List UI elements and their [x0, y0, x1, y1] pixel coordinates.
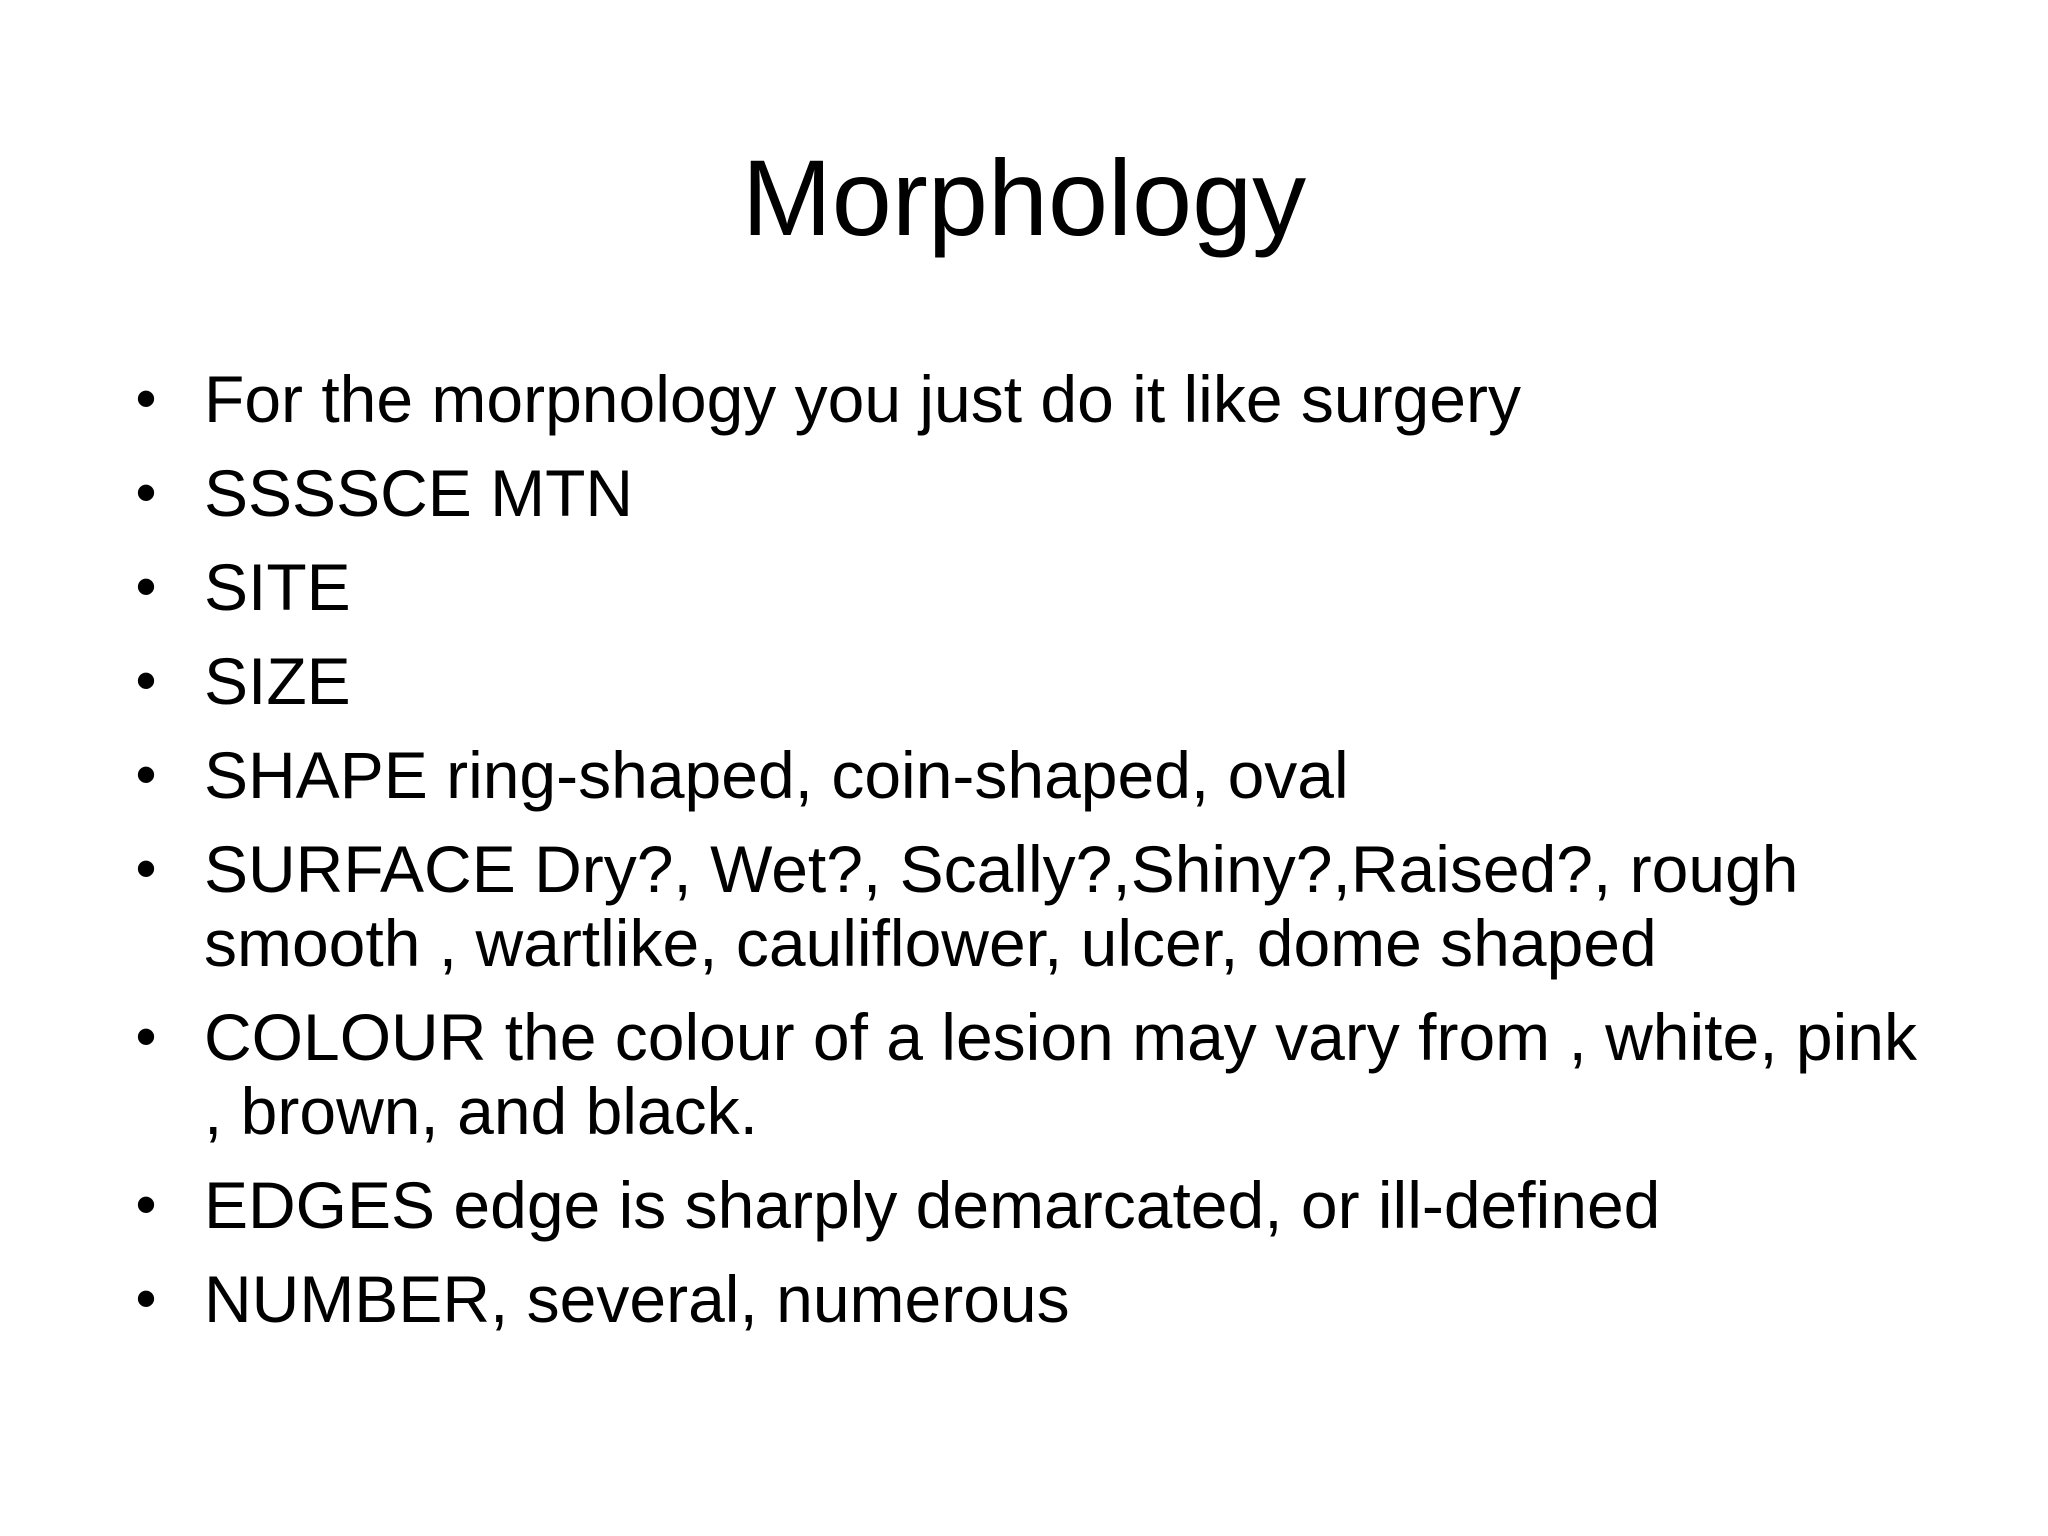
bullet-text: SURFACE Dry?, Wet?, Scally?,Shiny?,Raised?, rough smooth , wartlike, cauliflower, ulcer, dome shaped: [204, 832, 1799, 980]
bullet-dot-icon: •: [135, 459, 157, 526]
bullet-list: [112, 362, 1952, 1356]
bullet-dot-icon: •: [135, 1003, 157, 1070]
bullet-item: [112, 362, 1952, 436]
bullet-dot-icon: •: [135, 741, 157, 808]
bullet-dot-icon: •: [135, 647, 157, 714]
bullet-dot-icon: •: [135, 553, 157, 620]
bullet-item: [112, 1168, 1952, 1242]
bullet-dot-icon: •: [135, 1171, 157, 1238]
bullet-text: EDGES edge is sharply demarcated, or ill-defined: [204, 1168, 1661, 1242]
bullet-text: SITE: [204, 550, 351, 624]
bullet-item: [112, 1000, 1952, 1148]
bullet-item: [112, 832, 1952, 980]
bullet-item: [112, 644, 1952, 718]
slide-title: Morphology: [741, 137, 1307, 258]
bullet-item: [112, 738, 1952, 812]
bullet-item: [112, 550, 1952, 624]
bullet-dot-icon: •: [135, 365, 157, 432]
bullet-text: SIZE: [204, 644, 351, 718]
bullet-text: NUMBER, several, numerous: [204, 1262, 1070, 1336]
bullet-item: [112, 1262, 1952, 1336]
bullet-text: SSSSCE MTN: [204, 456, 634, 530]
bullet-item: [112, 456, 1952, 530]
bullet-text: SHAPE ring-shaped, coin-shaped, oval: [204, 738, 1349, 812]
bullet-dot-icon: •: [135, 835, 157, 902]
bullet-dot-icon: •: [135, 1265, 157, 1332]
bullet-text: For the morpnology you just do it like surgery: [204, 362, 1521, 436]
bullet-text: COLOUR the colour of a lesion may vary from , white, pink , brown, and black.: [204, 1000, 1917, 1148]
